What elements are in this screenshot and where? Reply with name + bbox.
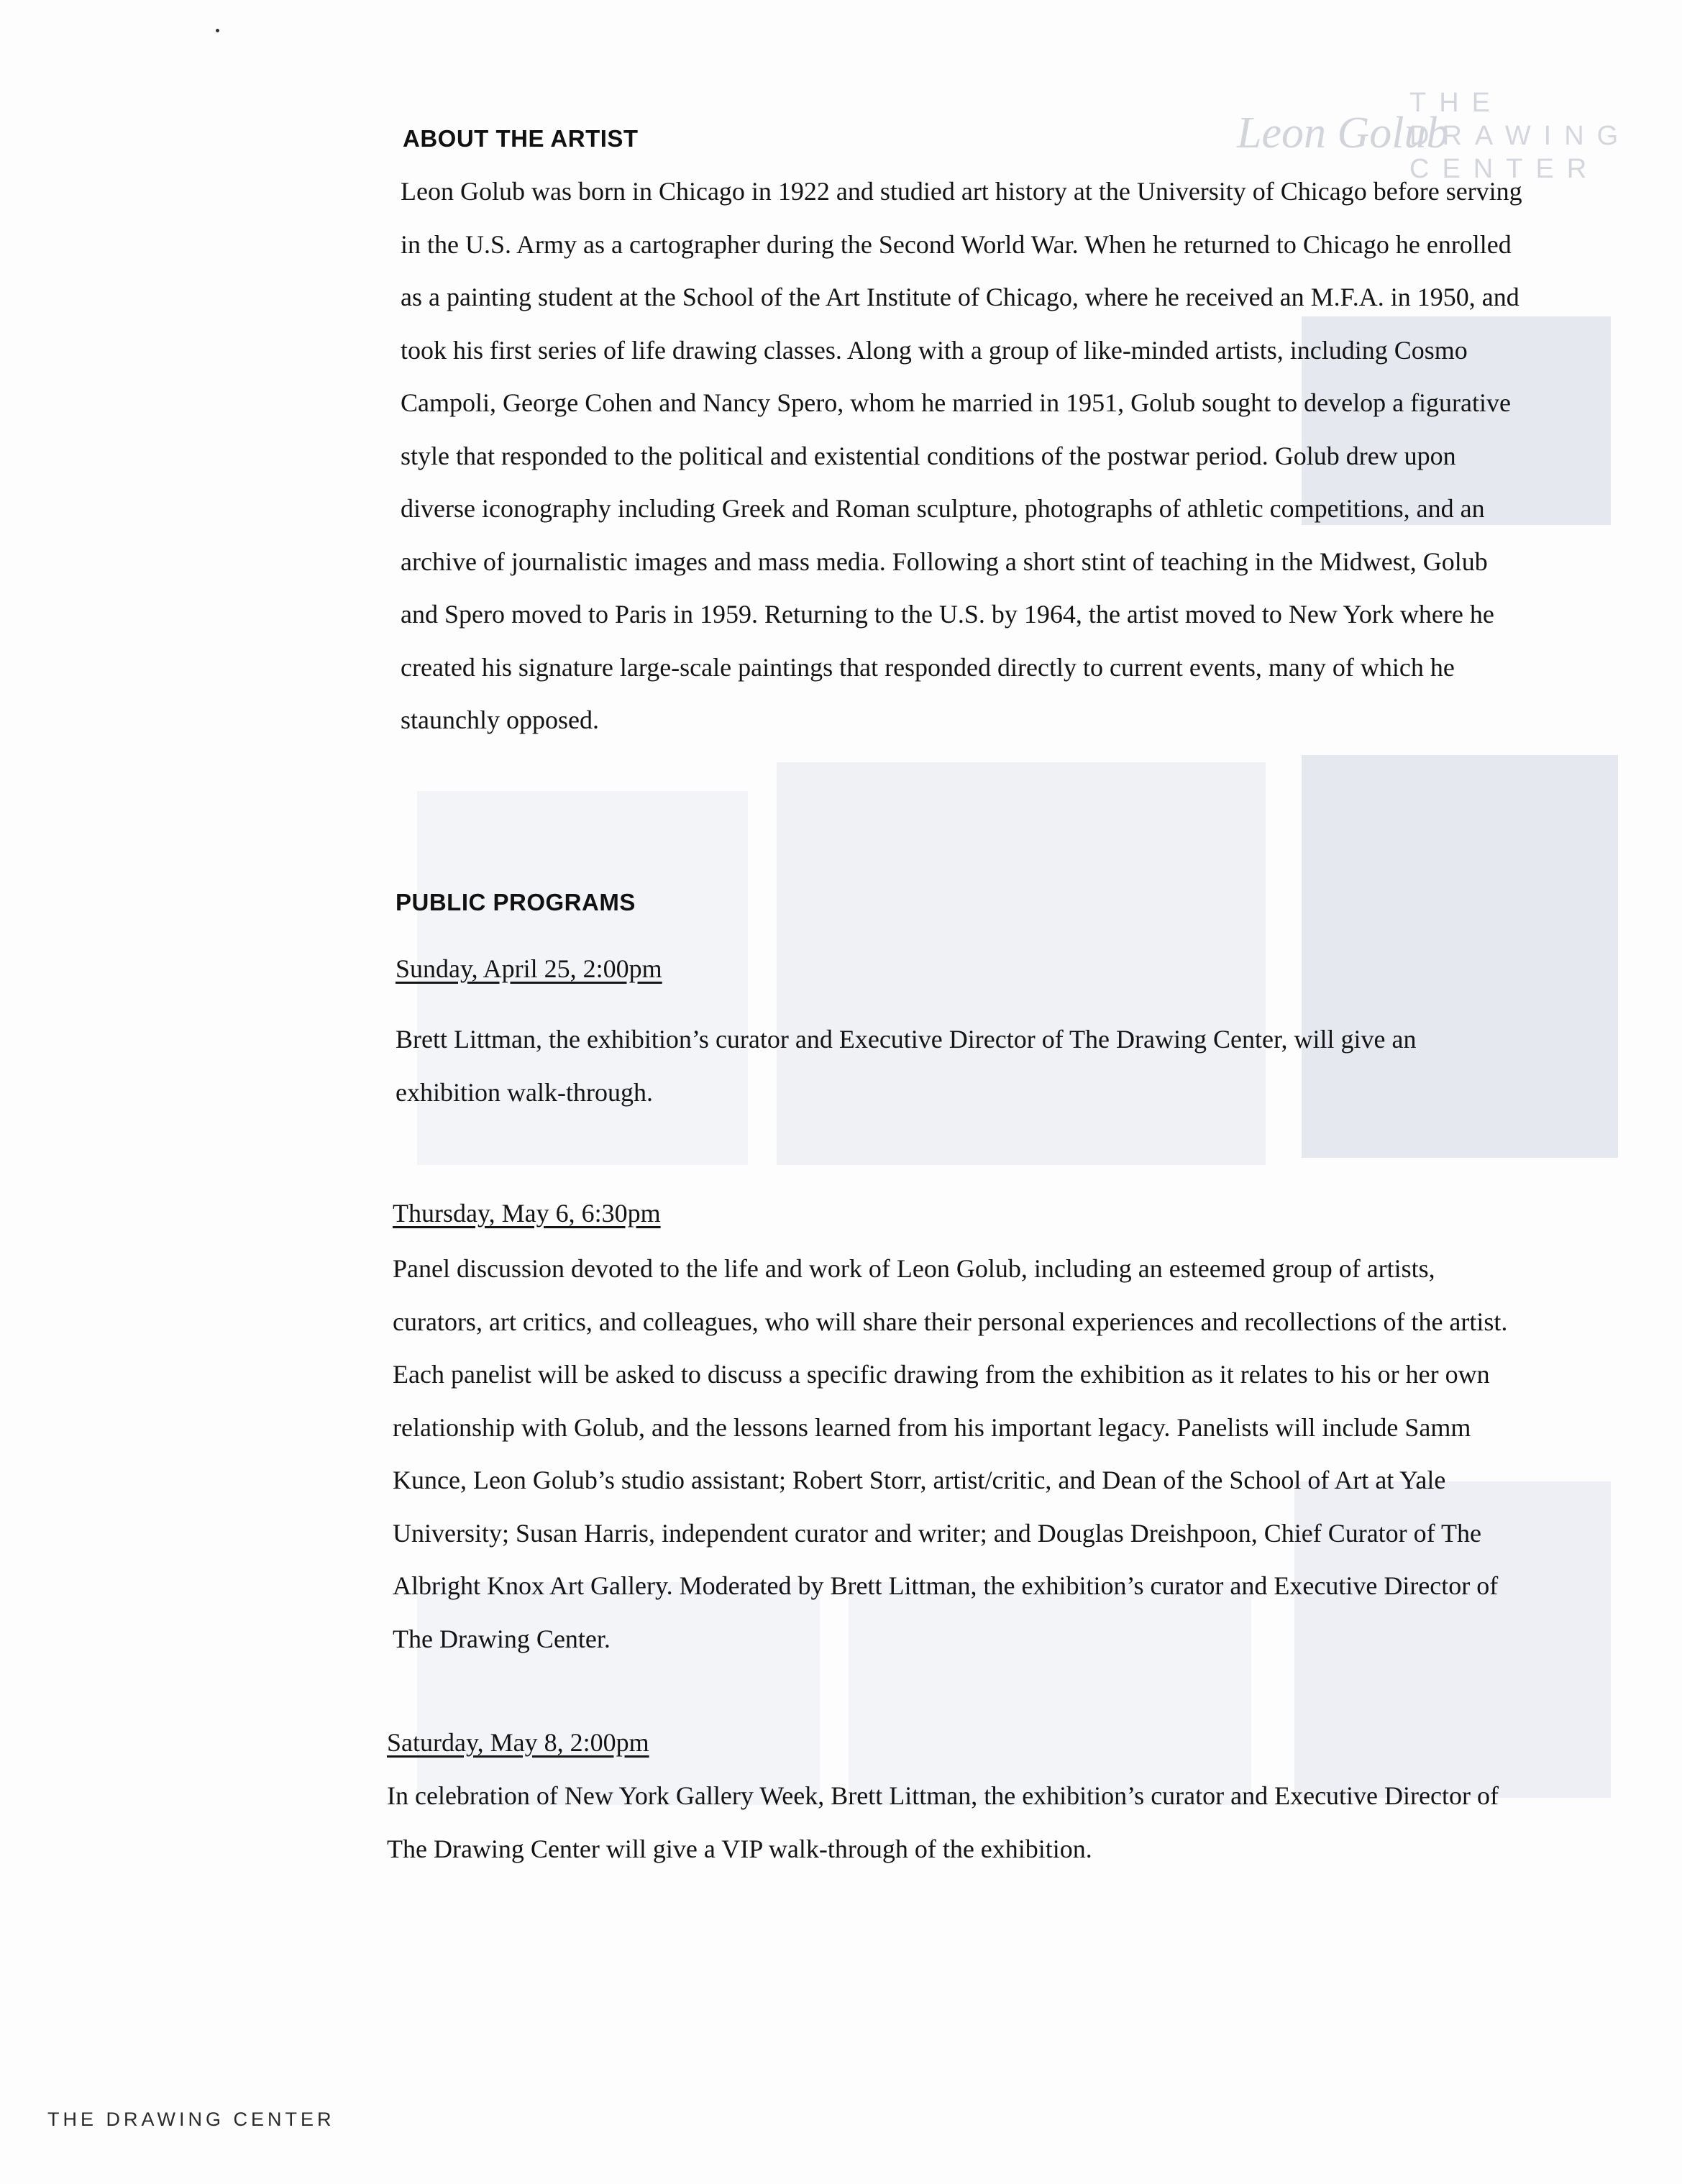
footer-label: THE DRAWING CENTER bbox=[47, 2108, 335, 2130]
event-description: Brett Littman, the exhibition’s curator and Executive Director of The Drawing Center, will give an exhibition walk-through. bbox=[396, 1025, 1417, 1107]
about-paragraph: Leon Golub was born in Chicago in 1922 and studied art history at the University of Chicago before serving in the U.S. Army as a cartographer during the Second World War. When he returned to Chicago he enrolled as a painting student at the School of the Art Institute of Chicago, where he received an M.F.A. in 1950, and took his first series of life drawing classes. Along with a group of like-minded artists, including Cosmo Campoli, George Cohen and Nancy Spero, whom he married in 1951, Golub sought to develop a figurative style that responded to the political and existential conditions of the postwar period. Golub drew upon diverse iconography including Greek and Roman sculpture, photographs of athletic competitions, and an archive of journalistic images and mass media. Following a short stint of teaching in the Midwest, Golub and Spero moved to Paris in 1959. Returning to the U.S. by 1964, the artist moved to New York where he created his signature large-scale paintings that responded directly to current events, many of which he staunchly opposed. bbox=[401, 177, 1522, 734]
bleed-through-title: Leon Golub bbox=[1237, 109, 1449, 157]
about-heading: ABOUT THE ARTIST bbox=[403, 125, 639, 152]
event-date: Saturday, May 8, 2:00pm bbox=[387, 1728, 649, 1757]
event-date: Sunday, April 25, 2:00pm bbox=[396, 954, 662, 983]
bleed-through-logo: THE DRAWING CENTER bbox=[1409, 88, 1632, 184]
event-date: Thursday, May 6, 6:30pm bbox=[393, 1199, 661, 1228]
programs-heading: PUBLIC PROGRAMS bbox=[396, 889, 636, 915]
event-description: In celebration of New York Gallery Week, Brett Littman, the exhibition’s curator and Executive Director of The Drawing Center will give a VIP walk-through of the exhibition. bbox=[387, 1781, 1499, 1863]
event-description: Panel discussion devoted to the life and work of Leon Golub, including an esteemed group of artists, curators, art critics, and colleagues, who will share their personal experiences and recollections of the artist. Each panelist will be asked to discuss a specific drawing from the exhibition as it relates to his or her own relationship with Golub, and the lessons learned from his important legacy. Panelists will include Samm Kunce, Leon Golub’s studio assistant; Robert Storr, artist/critic, and Dean of the School of Art at Yale University; Susan Harris, independent curator and writer; and Douglas Dreishpoon, Chief Curator of The Albright Knox Art Gallery. Moderated by Brett Littman, the exhibition’s curator and Executive Director of The Drawing Center. bbox=[393, 1254, 1508, 1653]
